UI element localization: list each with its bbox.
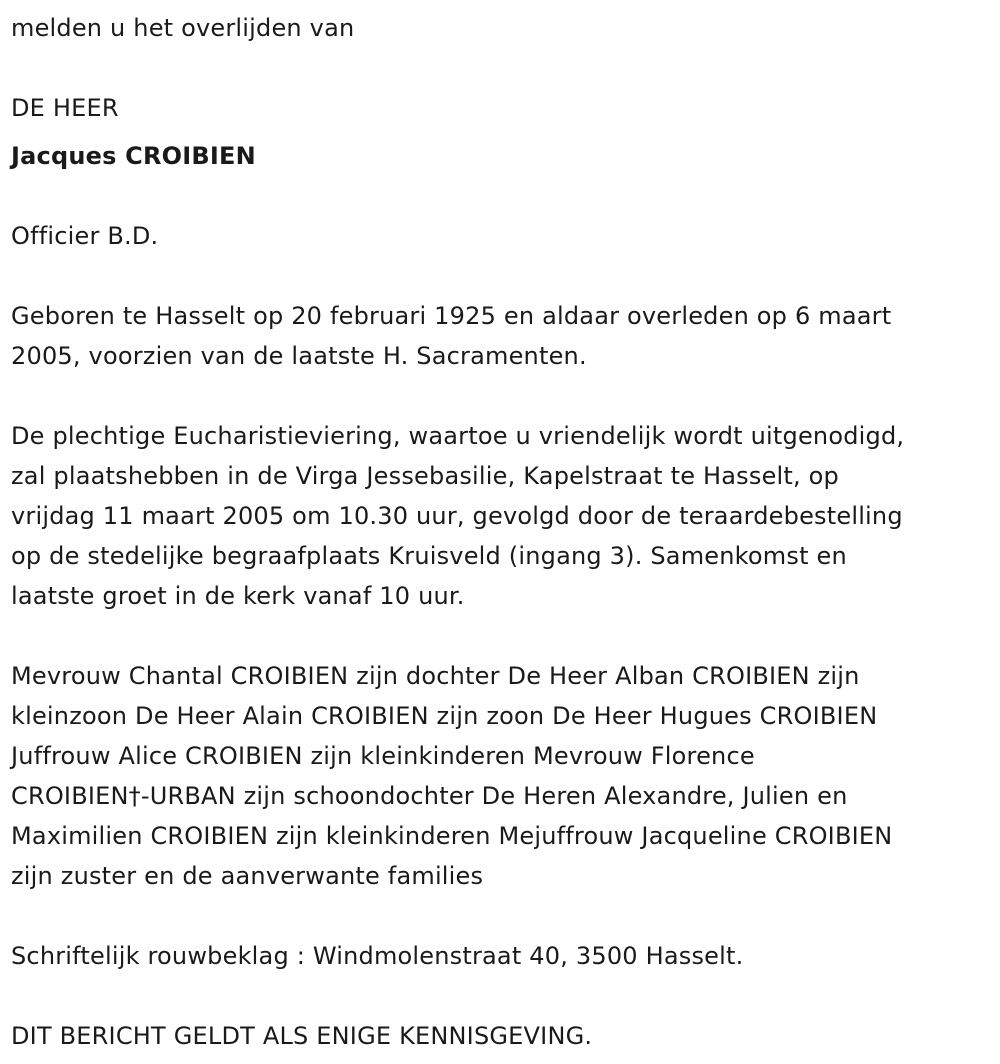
paragraph-line: laatste groet in de kerk vanaf 10 uur. — [11, 582, 465, 610]
spacer — [11, 896, 991, 936]
paragraph-line: CROIBIEN†-URBAN zijn schoondochter De Heren Alexandre, Julien en — [11, 782, 848, 810]
paragraph-line: De plechtige Eucharistieviering, waartoe u vriendelijk wordt uitgenodigd, — [11, 422, 905, 450]
intro-text: melden u het overlijden van — [11, 14, 355, 42]
death-notice — [11, 8, 991, 1056]
spacer — [11, 616, 991, 656]
spacer — [11, 976, 991, 1016]
condolence-address: Schriftelijk rouwbeklag : Windmolenstraat 40, 3500 Hasselt. — [11, 942, 744, 970]
paragraph-line: op de stedelijke begraafplaats Kruisveld (ingang 3). Samenkomst en — [11, 542, 847, 570]
paragraph-line: zijn zuster en de aanverwante families — [11, 862, 484, 890]
ceremony-paragraph — [11, 416, 991, 616]
spacer — [11, 256, 991, 296]
spacer — [11, 176, 991, 216]
deceased-name: Jacques CROIBIEN — [11, 142, 256, 170]
birth-death-paragraph — [11, 296, 991, 376]
paragraph-line: kleinzoon De Heer Alain CROIBIEN zijn zoon De Heer Hugues CROIBIEN — [11, 702, 878, 730]
closing-statement: DIT BERICHT GELDT ALS ENIGE KENNISGEVING. — [11, 1022, 593, 1050]
family-paragraph — [11, 656, 991, 896]
honorific: DE HEER — [11, 94, 119, 122]
paragraph-line: Mevrouw Chantal CROIBIEN zijn dochter De Heer Alban CROIBIEN zijn — [11, 662, 860, 690]
paragraph-line: 2005, voorzien van de laatste H. Sacramenten. — [11, 342, 587, 370]
paragraph-line: Geboren te Hasselt op 20 februari 1925 en aldaar overleden op 6 maart — [11, 302, 892, 330]
paragraph-line: vrijdag 11 maart 2005 om 10.30 uur, gevolgd door de teraardebestelling — [11, 502, 903, 530]
spacer — [11, 48, 991, 88]
paragraph-line: Maximilien CROIBIEN zijn kleinkinderen Mejuffrouw Jacqueline CROIBIEN — [11, 822, 893, 850]
deceased-title: Officier B.D. — [11, 222, 159, 250]
spacer — [11, 376, 991, 416]
paragraph-line: zal plaatshebben in de Virga Jessebasilie, Kapelstraat te Hasselt, op — [11, 462, 839, 490]
paragraph-line: Juffrouw Alice CROIBIEN zijn kleinkinderen Mevrouw Florence — [11, 742, 755, 770]
